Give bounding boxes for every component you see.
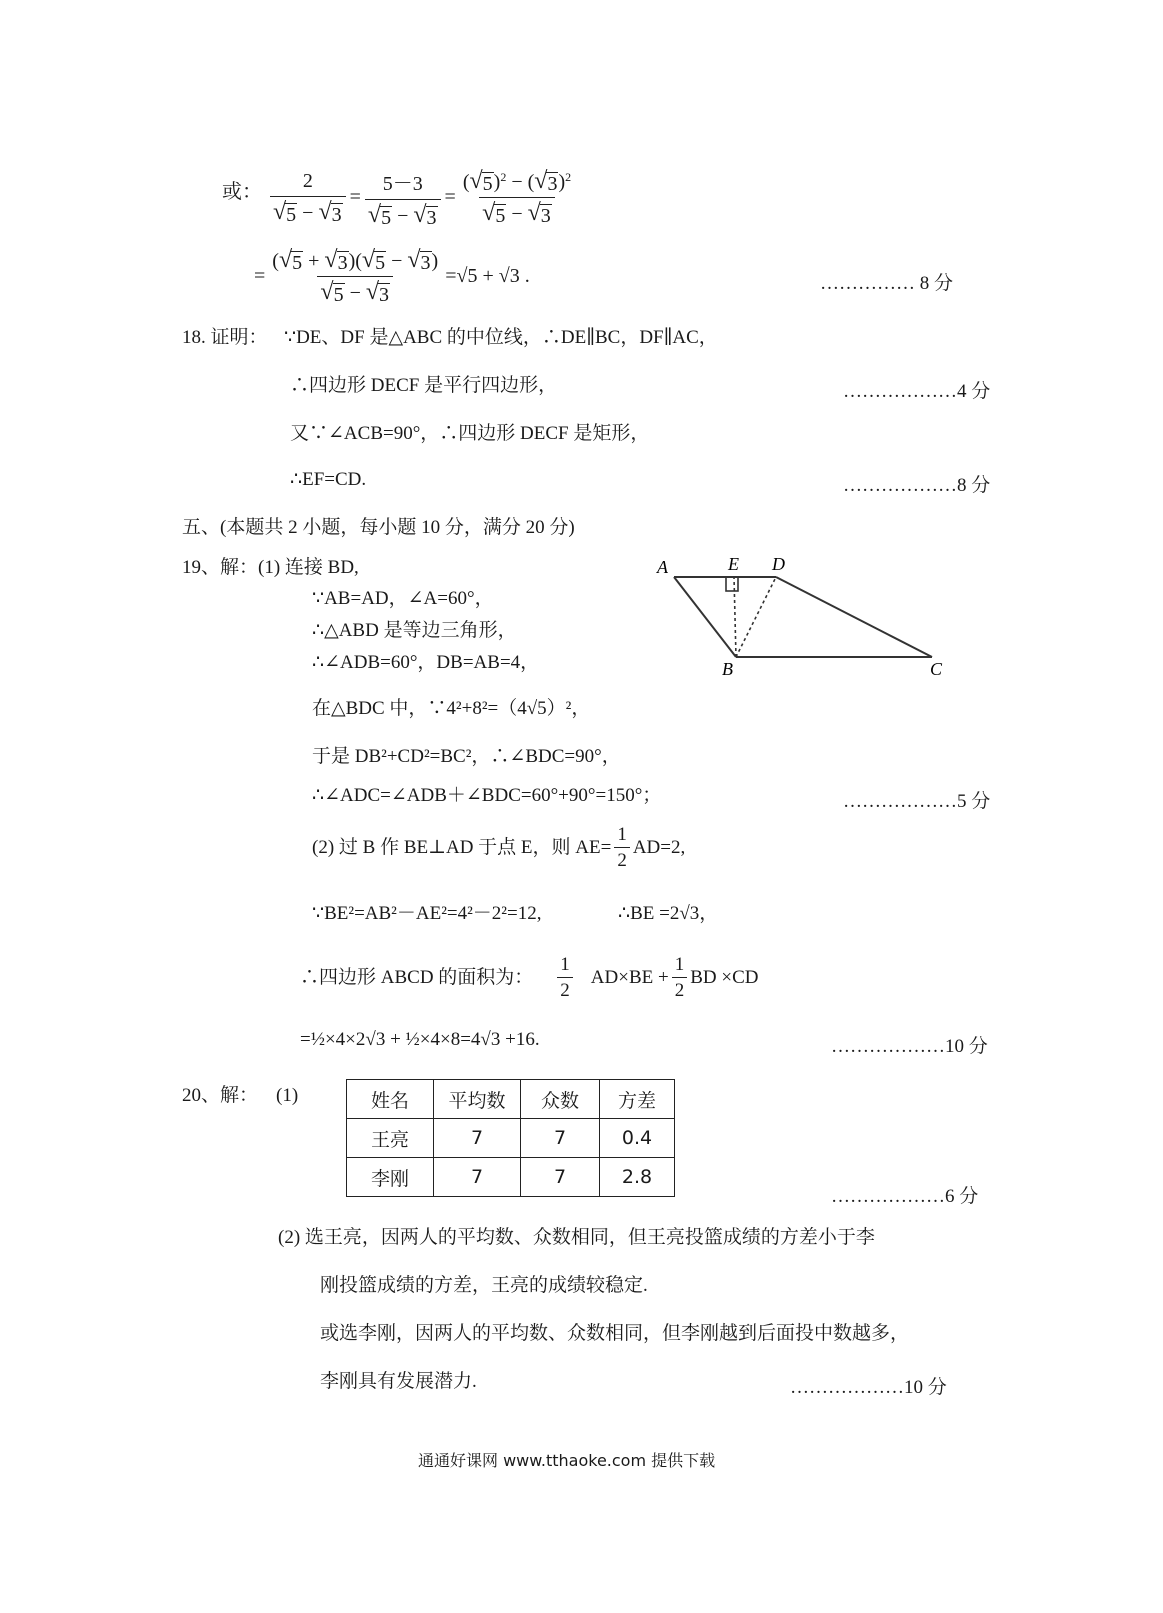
q17-fraction-2: 5－3 √ 5 − √ 3 xyxy=(365,167,441,228)
label-e: E xyxy=(728,554,739,574)
table-cell: 0.4 xyxy=(600,1119,675,1158)
header-cell: 众数 xyxy=(521,1080,600,1119)
half-fraction-3: $\frac{1}{2}$ xyxy=(672,955,688,1000)
q19-line6: ∴∠ADC=∠ADB＋∠BDC=60°+90°=150°； xyxy=(312,785,662,806)
q19-line1: ∵AB=AD，∠A=60°， xyxy=(312,588,494,609)
trapezoid-figure xyxy=(654,551,954,679)
table-cell: 7 xyxy=(434,1158,521,1197)
table-row xyxy=(347,1158,675,1197)
q18-line3: 又∵∠ACB=90°，∴四边形 DECF 是矩形， xyxy=(290,423,650,444)
q19-area-line: ∴四边形 ABCD 的面积为： $\frac{1}{2}$ AD×BE + $\frac{1}{2}$ BD ×CD xyxy=(300,954,759,1001)
q20-part2-line2: 刚投篮成绩的方差，王亮的成绩较稳定. xyxy=(320,1275,648,1296)
label-c: C xyxy=(930,659,943,679)
table-cell: 7 xyxy=(434,1119,521,1158)
q19-part2-line: (2) 过 B 作 BE⊥AD 于点 E，则 AE= $\frac{1}{2}$ AD=2, xyxy=(312,824,686,871)
q20-part2-line3: 或选李刚，因两人的平均数、众数相同，但李刚越到后面投中数越多， xyxy=(320,1323,910,1344)
q17-fraction-4: ( √ 5 + √ 3 )( √ 5 − √ 3 ) √ 5 − √ 3 xyxy=(272,247,439,306)
score-table xyxy=(346,1079,675,1197)
q18-line1: ∵DE、DF 是△ABC 的中位线，∴DE∥BC，DF∥AC， xyxy=(284,327,718,348)
q20-label: 20、解： xyxy=(182,1085,259,1106)
q17-equation-line2: = ( √ 5 + √ 3 )( √ 5 − √ 3 ) √ 5 − √ 3 =√5 + √3 . xyxy=(254,247,530,306)
header-cell: 方差 xyxy=(600,1080,675,1119)
label-a: A xyxy=(657,557,668,577)
table-cell: 2.8 xyxy=(600,1158,675,1197)
footer-credit: 通通好课网 www.tthaoke.com 提供下载 xyxy=(418,1451,716,1470)
q19-line9: =½×4×2√3 + ½×4×8=4√3 +16. xyxy=(300,1029,540,1050)
table-cell: 7 xyxy=(521,1119,600,1158)
table-row xyxy=(347,1119,675,1158)
q17-fraction-3: ( √ 5 )$^2$ − ( √ 3 )$^2$ √ 5 − √ 3 xyxy=(462,168,572,227)
table-cell: 李刚 xyxy=(347,1158,434,1197)
q20-score-10: ………………10 分 xyxy=(790,1377,947,1398)
q19-line3: ∴∠ADB=60°，DB=AB=4， xyxy=(312,652,540,673)
q20-part2-line1: (2) 选王亮，因两人的平均数、众数相同，但王亮投篮成绩的方差小于李 xyxy=(278,1227,875,1248)
q20-score-6: ………………6 分 xyxy=(831,1186,979,1207)
q18-score-8: ………………8 分 xyxy=(843,475,991,496)
q18-line4: ∴EF=CD. xyxy=(290,469,367,490)
q20-part2-line4: 李刚具有发展潜力. xyxy=(320,1371,477,1392)
section-heading: 五、(本题共 2 小题，每小题 10 分，满分 20 分) xyxy=(182,517,575,538)
q20-part1: (1) xyxy=(276,1085,299,1106)
q19-score-10: ………………10 分 xyxy=(831,1036,988,1057)
q18-line2: ∴四边形 DECF 是平行四边形， xyxy=(290,375,558,396)
label-b: B xyxy=(722,659,733,679)
q19-line7: ∵BE²=AB²－AE²=4²－2²=12, xyxy=(312,903,542,924)
half-fraction: $\frac{1}{2}$ xyxy=(614,825,630,870)
q17-score: …………… 8 分 xyxy=(820,273,954,294)
q18-score-4: ………………4 分 xyxy=(843,381,991,402)
q18-label: 18. 证明： xyxy=(182,327,268,348)
q17-fraction-1: 2 √ 5 − √ 3 xyxy=(270,170,346,225)
q17-equation-line1: 2 √ 5 − √ 3 = 5－3 √ 5 − √ 3 = ( √ 5 )$^2$ − ( √ 3 )$^2$ √ 5 − √ 3 xyxy=(270,167,574,228)
q19-label: 19、解：(1) 连接 BD, xyxy=(182,557,359,578)
label-d: D xyxy=(772,554,785,574)
table-cell: 王亮 xyxy=(347,1119,434,1158)
q19-line7b: ∴BE =2√3， xyxy=(618,903,719,924)
table-cell: 7 xyxy=(521,1158,600,1197)
half-fraction-2: $\frac{1}{2}$ xyxy=(557,955,573,1000)
q19-score-5: ………………5 分 xyxy=(843,791,991,812)
q19-line2: ∴△ABD 是等边三角形， xyxy=(312,620,517,641)
header-cell: 平均数 xyxy=(434,1080,521,1119)
header-cell: 姓名 xyxy=(347,1080,434,1119)
q19-line4: 在△BDC 中，∵4²+8²=（4√5）²， xyxy=(312,698,591,719)
q17-lead: 或： xyxy=(222,181,262,203)
table-header-row xyxy=(347,1080,675,1119)
q19-line5: 于是 DB²+CD²=BC²，∴∠BDC=90°， xyxy=(312,746,621,767)
